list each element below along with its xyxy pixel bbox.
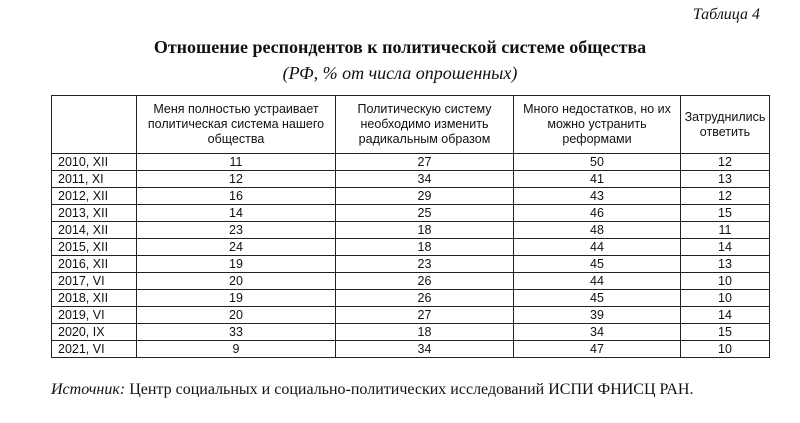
row-label: 2014, XII	[52, 222, 137, 239]
row-label: 2011, XI	[52, 171, 137, 188]
table-row	[52, 222, 770, 239]
column-header: Политическую систему необходимо изменить радикальным образом	[336, 96, 514, 154]
table-cell: 18	[336, 239, 514, 256]
table-cell: 44	[514, 239, 681, 256]
table-cell: 34	[336, 171, 514, 188]
table-cell: 15	[681, 205, 770, 222]
row-label: 2013, XII	[52, 205, 137, 222]
table-cell: 27	[336, 154, 514, 171]
row-label: 2012, XII	[52, 188, 137, 205]
table-row	[52, 324, 770, 341]
table-cell: 45	[514, 290, 681, 307]
table-row	[52, 239, 770, 256]
column-header: Много недостатков, но их можно устранить реформами	[514, 96, 681, 154]
table-cell: 39	[514, 307, 681, 324]
row-label: 2017, VI	[52, 273, 137, 290]
row-label: 2015, XII	[52, 239, 137, 256]
table-cell: 18	[336, 324, 514, 341]
table-title: Отношение респондентов к политической системе общества	[153, 37, 647, 57]
table-number: Таблица 4	[692, 6, 760, 23]
table-row	[52, 171, 770, 188]
row-label: 2010, XII	[52, 154, 137, 171]
table-cell: 41	[514, 171, 681, 188]
row-label: 2018, XII	[52, 290, 137, 307]
table-cell: 29	[336, 188, 514, 205]
table-cell: 26	[336, 273, 514, 290]
table-cell: 43	[514, 188, 681, 205]
table-cell: 19	[137, 290, 336, 307]
table-cell: 33	[137, 324, 336, 341]
table-cell: 13	[681, 171, 770, 188]
table-cell: 14	[681, 239, 770, 256]
row-label: 2020, IX	[52, 324, 137, 341]
table-cell: 10	[681, 341, 770, 358]
table-header-row	[52, 96, 770, 154]
table-cell: 10	[681, 273, 770, 290]
table-cell: 44	[514, 273, 681, 290]
table-cell: 50	[514, 154, 681, 171]
table-row	[52, 290, 770, 307]
table-cell: 12	[137, 171, 336, 188]
table-row	[52, 205, 770, 222]
table-cell: 18	[336, 222, 514, 239]
table-cell: 9	[137, 341, 336, 358]
table-cell: 48	[514, 222, 681, 239]
table-cell: 45	[514, 256, 681, 273]
source-label: Источник:	[51, 381, 126, 398]
table-cell: 47	[514, 341, 681, 358]
table-cell: 15	[681, 324, 770, 341]
table-cell: 25	[336, 205, 514, 222]
table-row	[52, 188, 770, 205]
table-cell: 19	[137, 256, 336, 273]
source-note	[51, 381, 693, 399]
column-header: Меня полностью устраивает политическая система нашего общества	[137, 96, 336, 154]
row-label: 2021, VI	[52, 341, 137, 358]
table-cell: 11	[137, 154, 336, 171]
table-row	[52, 341, 770, 358]
table-cell: 34	[336, 341, 514, 358]
table-row	[52, 256, 770, 273]
table-cell: 14	[681, 307, 770, 324]
table-cell: 27	[336, 307, 514, 324]
data-table	[51, 95, 770, 358]
column-header: Затруднились ответить	[681, 96, 770, 154]
table-cell: 11	[681, 222, 770, 239]
column-header	[52, 96, 137, 154]
table-cell: 20	[137, 307, 336, 324]
source-text: Центр социальных и социально-политических исследований ИСПИ ФНИСЦ РАН.	[125, 381, 694, 398]
table-cell: 24	[137, 239, 336, 256]
table-row	[52, 307, 770, 324]
table-cell: 16	[137, 188, 336, 205]
table-row	[52, 273, 770, 290]
table-cell: 46	[514, 205, 681, 222]
table-cell: 34	[514, 324, 681, 341]
row-label: 2016, XII	[52, 256, 137, 273]
table-cell: 23	[336, 256, 514, 273]
table-cell: 12	[681, 154, 770, 171]
table-subtitle: (РФ, % от числа опрошенных)	[282, 63, 518, 83]
table-cell: 14	[137, 205, 336, 222]
table-cell: 13	[681, 256, 770, 273]
table-cell: 10	[681, 290, 770, 307]
table-cell: 23	[137, 222, 336, 239]
table-cell: 20	[137, 273, 336, 290]
row-label: 2019, VI	[52, 307, 137, 324]
table-cell: 12	[681, 188, 770, 205]
table-cell: 26	[336, 290, 514, 307]
table-row	[52, 154, 770, 171]
